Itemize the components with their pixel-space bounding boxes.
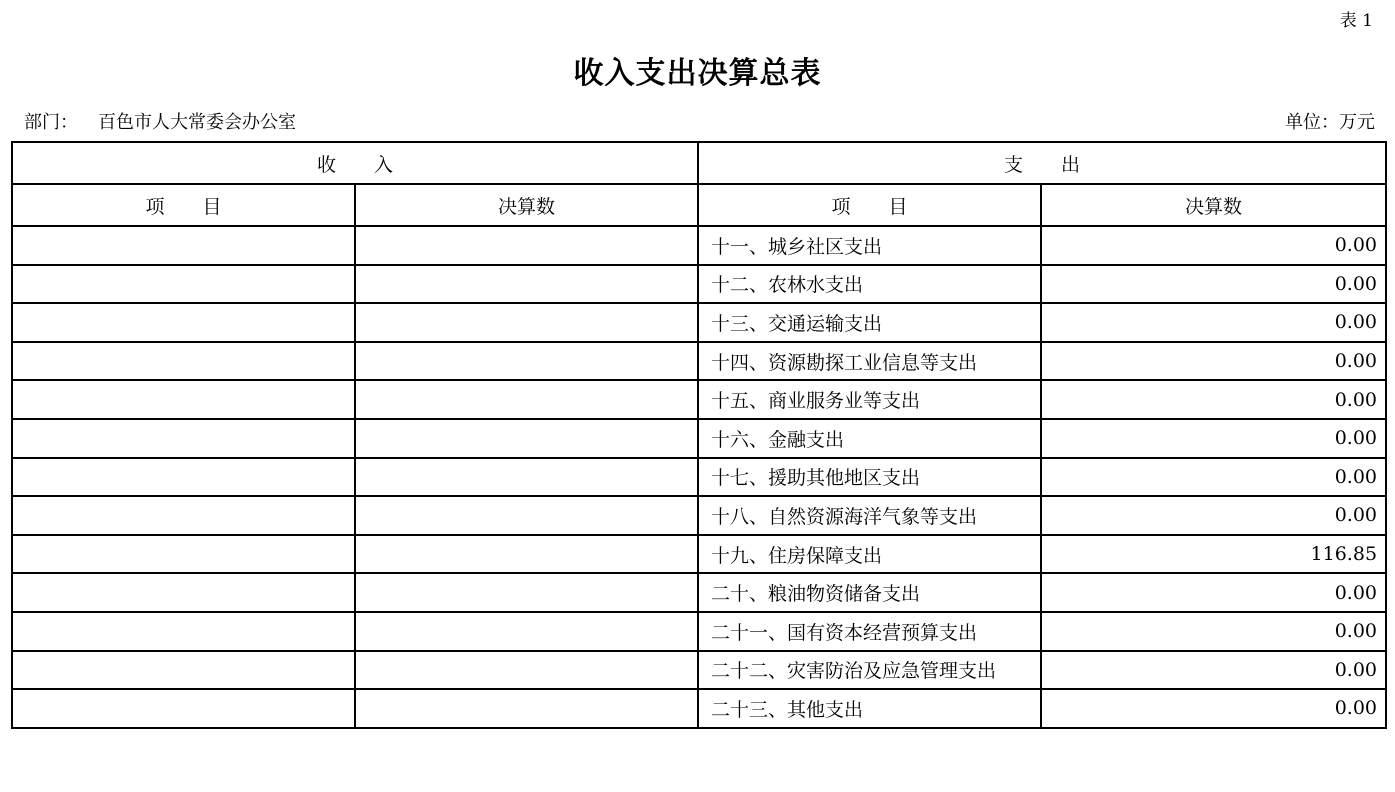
expense-item-cell: 十一、城乡社区支出 — [698, 226, 1041, 265]
income-item-cell — [12, 458, 355, 497]
department-name: 百色市人大常委会办公室 — [98, 112, 296, 133]
expense-amount-cell: 0.00 — [1041, 419, 1386, 458]
income-amount-cell — [355, 265, 698, 304]
table-body — [12, 226, 1386, 728]
income-item-cell — [12, 342, 355, 381]
income-amount-cell — [355, 226, 698, 265]
income-item-cell — [12, 689, 355, 728]
expense-amount-cell: 116.85 — [1041, 535, 1386, 574]
income-item-header: 项 目 — [12, 184, 355, 226]
expense-section-header: 支 出 — [698, 142, 1386, 184]
page-title: 收入支出决算总表 — [573, 56, 822, 91]
income-item-cell — [12, 651, 355, 690]
table-row — [12, 419, 1386, 458]
expense-amount-cell: 0.00 — [1041, 458, 1386, 497]
table-row — [12, 496, 1386, 535]
expense-amount-cell: 0.00 — [1041, 265, 1386, 304]
expense-amount-cell: 0.00 — [1041, 496, 1386, 535]
expense-item-cell: 十七、援助其他地区支出 — [698, 458, 1041, 497]
expense-amount-header: 决算数 — [1041, 184, 1386, 226]
expense-item-cell: 二十二、灾害防治及应急管理支出 — [698, 651, 1041, 690]
income-item-cell — [12, 419, 355, 458]
income-expense-table — [11, 141, 1387, 729]
income-amount-cell — [355, 419, 698, 458]
expense-item-header: 项 目 — [698, 184, 1041, 226]
expense-item-cell: 十四、资源勘探工业信息等支出 — [698, 342, 1041, 381]
table-row — [12, 226, 1386, 265]
table-row — [12, 573, 1386, 612]
column-header-row — [12, 184, 1386, 226]
expense-amount-cell: 0.00 — [1041, 226, 1386, 265]
table-row — [12, 265, 1386, 304]
expense-item-cell: 十六、金融支出 — [698, 419, 1041, 458]
expense-item-cell: 十三、交通运输支出 — [698, 303, 1041, 342]
expense-amount-cell: 0.00 — [1041, 651, 1386, 690]
income-amount-cell — [355, 342, 698, 381]
table-row — [12, 380, 1386, 419]
section-header-row — [12, 142, 1386, 184]
income-section-header: 收 入 — [12, 142, 698, 184]
expense-item-cell: 十二、农林水支出 — [698, 265, 1041, 304]
table-row — [12, 651, 1386, 690]
expense-amount-cell: 0.00 — [1041, 573, 1386, 612]
income-amount-cell — [355, 651, 698, 690]
income-item-cell — [12, 380, 355, 419]
expense-item-cell: 二十一、国有资本经营预算支出 — [698, 612, 1041, 651]
expense-amount-cell: 0.00 — [1041, 689, 1386, 728]
expense-item-cell: 十九、住房保障支出 — [698, 535, 1041, 574]
table-row — [12, 535, 1386, 574]
income-item-cell — [12, 535, 355, 574]
expense-amount-cell: 0.00 — [1041, 342, 1386, 381]
expense-item-cell: 十五、商业服务业等支出 — [698, 380, 1041, 419]
income-amount-cell — [355, 689, 698, 728]
table-row — [12, 342, 1386, 381]
income-amount-cell — [355, 458, 698, 497]
income-item-cell — [12, 612, 355, 651]
income-amount-cell — [355, 496, 698, 535]
income-item-cell — [12, 303, 355, 342]
income-amount-cell — [355, 535, 698, 574]
income-amount-header: 决算数 — [355, 184, 698, 226]
department-label: 部门： — [24, 112, 78, 133]
income-amount-cell — [355, 303, 698, 342]
expense-item-cell: 十八、自然资源海洋气象等支出 — [698, 496, 1041, 535]
income-item-cell — [12, 265, 355, 304]
table-row — [12, 689, 1386, 728]
department-line — [24, 108, 296, 134]
table-row — [12, 612, 1386, 651]
unit-label: 单位：万元 — [1285, 112, 1375, 133]
income-amount-cell — [355, 380, 698, 419]
income-amount-cell — [355, 612, 698, 651]
expense-item-cell: 二十、粮油物资储备支出 — [698, 573, 1041, 612]
expense-amount-cell: 0.00 — [1041, 303, 1386, 342]
table-row — [12, 458, 1386, 497]
table-number: 表 1 — [1339, 11, 1373, 31]
income-item-cell — [12, 496, 355, 535]
expense-amount-cell: 0.00 — [1041, 380, 1386, 419]
income-item-cell — [12, 226, 355, 265]
income-item-cell — [12, 573, 355, 612]
income-amount-cell — [355, 573, 698, 612]
table-row — [12, 303, 1386, 342]
expense-amount-cell: 0.00 — [1041, 612, 1386, 651]
expense-item-cell: 二十三、其他支出 — [698, 689, 1041, 728]
